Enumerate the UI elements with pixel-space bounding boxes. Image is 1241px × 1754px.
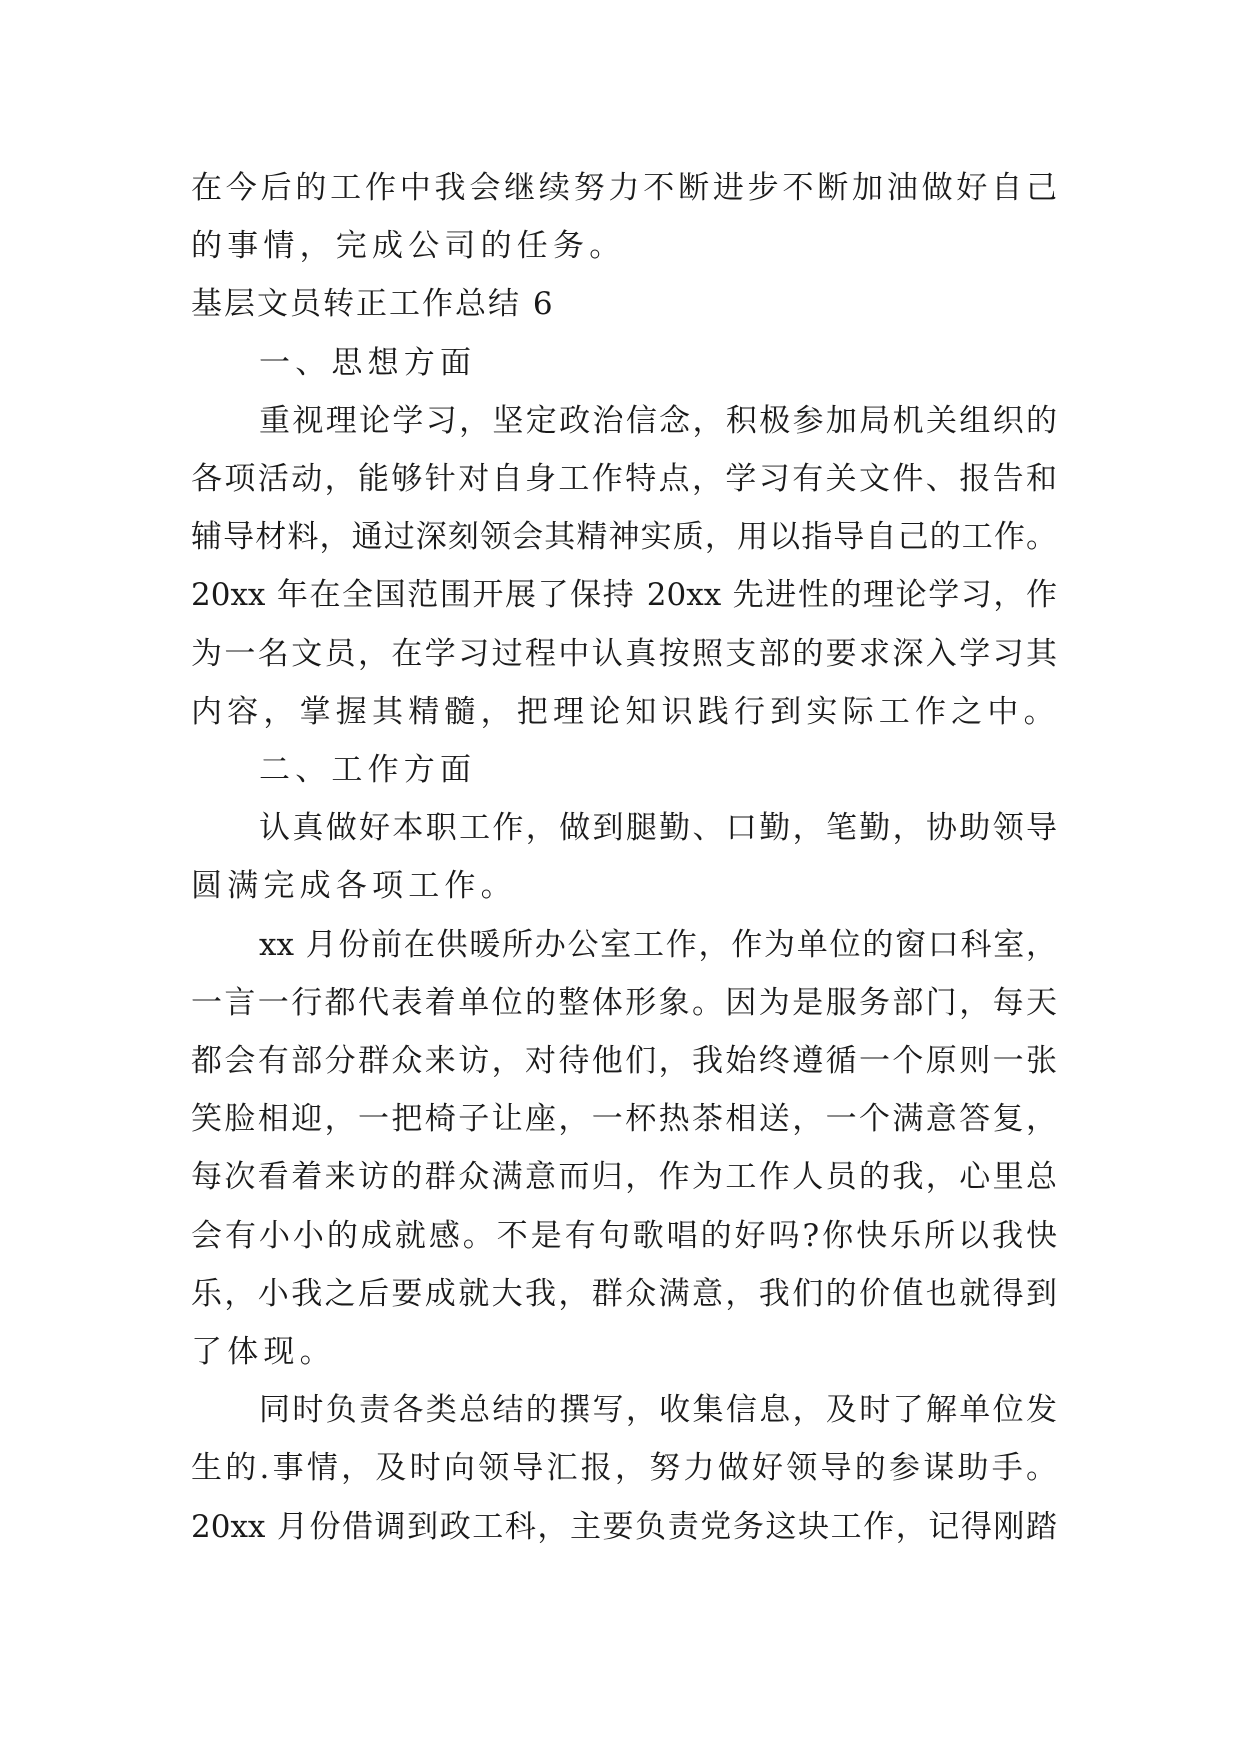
text-line: 辅导材料，通过深刻领会其精神实质，用以指导自己的工作。 bbox=[191, 519, 1057, 556]
text-line: 各项活动，能够针对自身工作特点，学习有关文件、报告和 bbox=[191, 461, 1057, 498]
text-line: 会有小小的成就感。不是有句歌唱的好吗?你快乐所以我快 bbox=[191, 1217, 1057, 1254]
text-line: 乐，小我之后要成就大我，群众满意，我们的价值也就得到 bbox=[191, 1275, 1057, 1312]
text-line: 为一名文员，在学习过程中认真按照支部的要求深入学习其 bbox=[191, 635, 1057, 672]
text-line: xx 月份前在供暖所办公室工作，作为单位的窗口科室， bbox=[259, 926, 1057, 963]
text-line: 同时负责各类总结的撰写，收集信息，及时了解单位发 bbox=[259, 1392, 1057, 1429]
text-line: 20xx 月份借调到政工科，主要负责党务这块工作，记得刚踏 bbox=[191, 1508, 1057, 1545]
section-heading: 一、思想方面 bbox=[259, 344, 477, 381]
text-line: 圆满完成各项工作。 bbox=[191, 868, 517, 905]
text-line: 20xx 年在全国范围开展了保持 20xx 先进性的理论学习，作 bbox=[191, 577, 1057, 614]
text-line: 生的.事情，及时向领导汇报，努力做好领导的参谋助手。 bbox=[191, 1450, 1057, 1487]
text-line: 一言一行都代表着单位的整体形象。因为是服务部门，每天 bbox=[191, 984, 1057, 1021]
text-line: 重视理论学习，坚定政治信念，积极参加局机关组织的 bbox=[259, 402, 1057, 439]
section-heading: 二、工作方面 bbox=[259, 752, 477, 789]
text-line: 内容，掌握其精髓，把理论知识践行到实际工作之中。 bbox=[191, 693, 1060, 730]
text-line: 都会有部分群众来访，对待他们，我始终遵循一个原则一张 bbox=[191, 1043, 1057, 1080]
text-line: 了体现。 bbox=[191, 1334, 336, 1371]
document-page bbox=[191, 159, 1060, 1556]
text-line: 在今后的工作中我会继续努力不断进步不断加油做好自己 bbox=[191, 170, 1057, 206]
text-line: 认真做好本职工作，做到腿勤、口勤，笔勤，协助领导 bbox=[259, 810, 1057, 847]
section-title: 基层文员转正工作总结 6 bbox=[191, 286, 555, 323]
text-line: 每次看着来访的群众满意而归，作为工作人员的我，心里总 bbox=[191, 1159, 1057, 1196]
text-line: 笑脸相迎，一把椅子让座，一杯热茶相送，一个满意答复， bbox=[191, 1101, 1057, 1138]
text-line: 的事情，完成公司的任务。 bbox=[191, 228, 626, 265]
